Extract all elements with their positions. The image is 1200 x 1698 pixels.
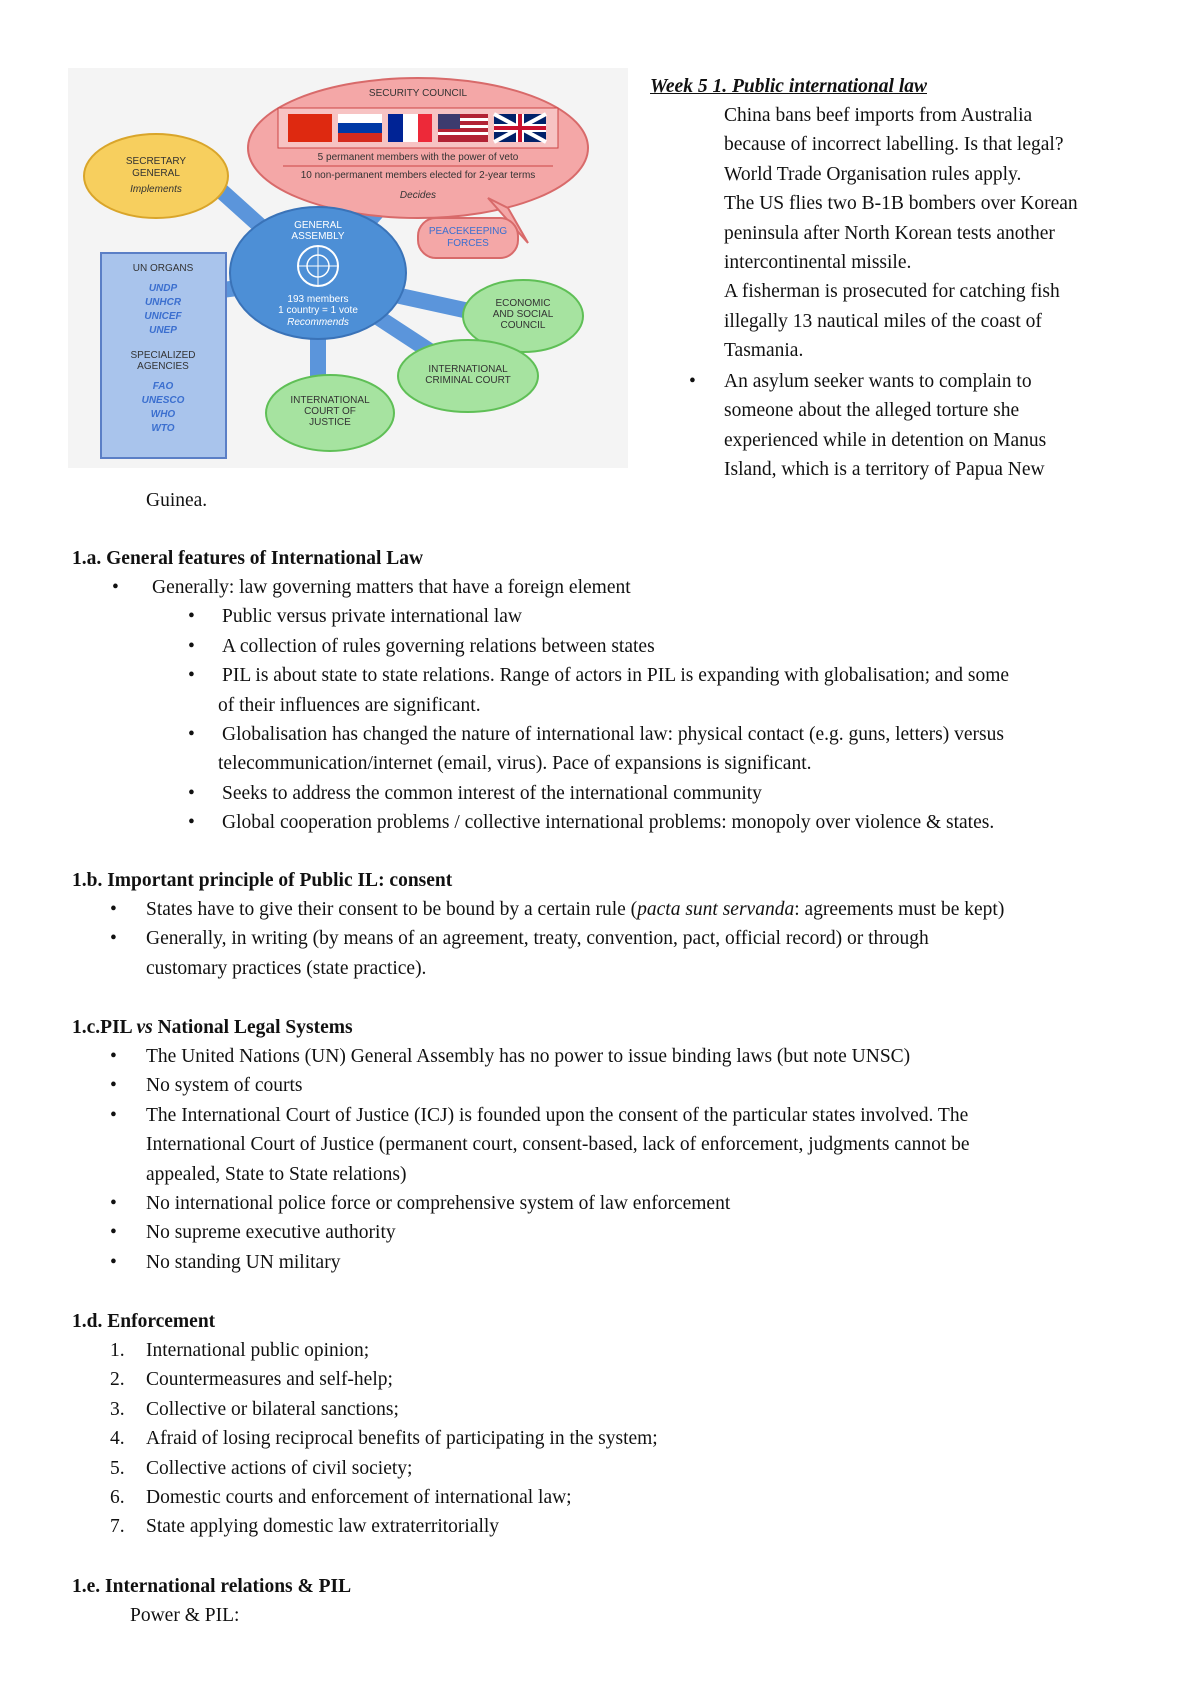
svg-text:Implements: Implements — [130, 184, 182, 195]
list-item: 5. Collective actions of civil society; — [110, 1457, 413, 1479]
section-d-heading: 1.d. Enforcement — [72, 1311, 216, 1332]
svg-text:ECONOMIC: ECONOMIC — [495, 298, 551, 309]
secretary-general-bubble — [84, 134, 228, 218]
list-item-text: No supreme executive authority — [146, 1222, 396, 1244]
svg-text:PEACEKEEPING: PEACEKEEPING — [428, 226, 508, 237]
section-b-heading: 1.b. Important principle of Public IL: consent — [72, 870, 453, 891]
svg-text:UNEP: UNEP — [149, 325, 177, 336]
list-item — [72, 632, 1162, 661]
list-item-text: The United Nations (UN) General Assembly has no power to issue binding laws (but note UNSC) — [146, 1046, 911, 1067]
svg-text:Recommends: Recommends — [287, 317, 349, 328]
section-e-line: Power & PIL: — [130, 1605, 240, 1626]
svg-text:UNHCR: UNHCR — [144, 297, 182, 308]
list-item-continuation: of their influences are significant. — [218, 694, 481, 716]
peacekeeping-bubble — [418, 218, 518, 258]
svg-text:UNESCO: UNESCO — [141, 395, 185, 406]
sc-role: Decides — [399, 190, 437, 201]
week-title: Week 5 1. Public international law — [650, 76, 927, 97]
bullet-icon: • — [188, 606, 195, 628]
list-item-text: No standing UN military — [146, 1251, 341, 1273]
intro-line: illegally 13 nautical miles of the coast of — [724, 310, 1042, 332]
intro-line: peninsula after North Korean tests another — [724, 222, 1055, 244]
section-a-list — [72, 573, 1162, 838]
bullet-icon: • — [112, 577, 119, 598]
bullet-icon: • — [689, 371, 696, 392]
svg-text:FORCES: FORCES — [447, 238, 489, 249]
bullet-icon: • — [110, 1046, 117, 1067]
list-item — [72, 895, 1162, 924]
list-item — [72, 924, 1162, 953]
bullet-icon: • — [110, 1251, 117, 1273]
section-e-heading: 1.e. International relations & PIL — [72, 1576, 352, 1597]
sc-title: SECURITY COUNCIL — [368, 88, 468, 99]
flag-russia — [338, 133, 382, 142]
list-item: 2. Countermeasures and self-help; — [110, 1369, 393, 1391]
asylum-line-end: Guinea. — [146, 490, 208, 511]
svg-text:GENERAL: GENERAL — [132, 168, 180, 179]
bullet-icon: • — [188, 812, 195, 834]
list-item — [72, 779, 1162, 808]
section-d-list — [72, 1336, 1162, 1542]
svg-text:JUSTICE: JUSTICE — [309, 417, 351, 428]
list-item-text: Generally, in writing (by means of an agreement, treaty, convention, pact, official record) or through — [146, 928, 929, 950]
list-item-continuation: customary practices (state practice). — [146, 957, 427, 979]
asylum-paragraph — [724, 367, 1046, 485]
list-item: 6. Domestic courts and enforcement of international law; — [110, 1487, 572, 1509]
list-item-continuation: International Court of Justice (permanent court, consent-based, lack of enforcement, judgments cannot be — [146, 1134, 970, 1156]
sc-permanent: 5 permanent members with the power of veto — [317, 152, 519, 163]
list-item-text: Generally: law governing matters that have a foreign element — [152, 577, 631, 598]
section-c-heading: 1.c.PIL vs National Legal Systems — [72, 1017, 353, 1038]
list-item-text: Global cooperation problems / collective international problems: monopoly over violence & states. — [222, 812, 995, 834]
list-item-text: Seeks to address the common interest of the international community — [222, 782, 762, 804]
svg-text:CRIMINAL COURT: CRIMINAL COURT — [425, 375, 511, 386]
svg-text:193 members: 193 members — [287, 294, 349, 305]
section-c-list — [72, 1042, 1162, 1277]
list-item — [72, 1071, 1162, 1100]
intro-paragraph — [724, 101, 1184, 366]
list-item-text: No international police force or comprehensive system of law enforcement — [146, 1193, 731, 1215]
list-item — [72, 1101, 1162, 1130]
svg-text:UNICEF: UNICEF — [144, 311, 182, 322]
bullet-icon: • — [110, 1222, 117, 1244]
list-item — [72, 720, 1162, 749]
svg-text:1 country = 1 vote: 1 country = 1 vote — [278, 305, 358, 316]
bullet-icon: • — [110, 1193, 117, 1215]
intro-line: A fisherman is prosecuted for catching fish — [724, 281, 1060, 303]
list-item-continuation: telecommunication/internet (email, virus). Pace of expansions is significant. — [218, 753, 812, 775]
svg-text:WHO: WHO — [150, 409, 176, 420]
svg-text:ASSEMBLY: ASSEMBLY — [291, 231, 345, 242]
asylum-line: Island, which is a territory of Papua New — [724, 459, 1045, 481]
intro-line: China bans beef imports from Australia — [724, 105, 1033, 126]
intro-line: Tasmania. — [724, 340, 804, 362]
svg-text:UN ORGANS: UN ORGANS — [132, 263, 194, 274]
un-organs-panel — [101, 253, 226, 458]
general-assembly-bubble — [230, 207, 406, 339]
asylum-line: experienced while in detention on Manus — [724, 429, 1047, 451]
list-item — [72, 808, 1162, 837]
svg-text:AND SOCIAL: AND SOCIAL — [492, 309, 554, 320]
asylum-line: someone about the alleged torture she — [724, 400, 1020, 422]
svg-text:AGENCIES: AGENCIES — [137, 361, 189, 372]
list-item-text: States have to give their consent to be bound by a certain rule (pacta sunt servanda: agreements must be kept) — [146, 899, 1005, 920]
intro-line: World Trade Organisation rules apply. — [724, 163, 1022, 185]
svg-text:GENERAL: GENERAL — [294, 220, 342, 231]
list-item — [72, 602, 1162, 631]
list-item: 1. International public opinion; — [110, 1340, 370, 1361]
list-item — [72, 661, 1162, 690]
svg-text:COURT OF: COURT OF — [304, 406, 356, 417]
icc-bubble — [398, 340, 538, 412]
list-item: 4. Afraid of losing reciprocal benefits of participating in the system; — [110, 1428, 658, 1450]
svg-text:SPECIALIZED: SPECIALIZED — [130, 350, 196, 361]
list-item — [72, 1042, 1162, 1071]
list-item-text: Globalisation has changed the nature of international law: physical contact (e.g. guns, letters) versus — [222, 724, 1004, 746]
sc-non-permanent: 10 non-permanent members elected for 2-year terms — [300, 170, 536, 181]
section-a-heading: 1.a. General features of International Law — [72, 548, 424, 569]
flag-france — [418, 114, 432, 142]
list-item: 7. State applying domestic law extraterritorially — [110, 1516, 500, 1538]
flag-china — [288, 114, 332, 142]
asylum-line: An asylum seeker wants to complain to — [724, 371, 1032, 392]
svg-text:UNDP: UNDP — [148, 283, 178, 294]
bullet-icon: • — [110, 928, 117, 950]
list-item-text: A collection of rules governing relations between states — [222, 635, 655, 657]
intro-line: because of incorrect labelling. Is that legal? — [724, 134, 1064, 156]
bullet-icon: • — [110, 899, 117, 920]
list-item-text: PIL is about state to state relations. Range of actors in PIL is expanding with globalisation; and some — [222, 665, 1010, 687]
list-item-text: Public versus private international law — [222, 606, 523, 628]
svg-text:WTO: WTO — [151, 423, 175, 434]
svg-text:INTERNATIONAL: INTERNATIONAL — [290, 395, 370, 406]
list-item-text: The International Court of Justice (ICJ) is founded upon the consent of the particular states involved. The — [146, 1104, 969, 1126]
bullet-icon: • — [188, 724, 195, 746]
list-item — [72, 1218, 1162, 1247]
un-structure-diagram — [68, 68, 628, 468]
list-item-text: No system of courts — [146, 1075, 303, 1097]
bullet-icon: • — [110, 1075, 117, 1097]
bullet-icon: • — [188, 782, 195, 804]
bullet-icon: • — [188, 635, 195, 657]
svg-text:INTERNATIONAL: INTERNATIONAL — [428, 364, 508, 375]
section-b-list — [72, 895, 1162, 983]
bullet-icon: • — [188, 665, 195, 687]
svg-text:FAO: FAO — [152, 381, 174, 392]
list-item — [72, 1189, 1162, 1218]
list-item: 3. Collective or bilateral sanctions; — [110, 1398, 399, 1420]
intro-line: intercontinental missile. — [724, 252, 912, 274]
list-item — [72, 573, 1162, 602]
icj-bubble — [266, 375, 394, 451]
intro-line: The US flies two B-1B bombers over Korean — [724, 193, 1078, 215]
list-item-continuation: appealed, State to State relations) — [146, 1163, 407, 1185]
svg-text:SECRETARY: SECRETARY — [125, 156, 187, 167]
list-item — [72, 1248, 1162, 1277]
bullet-icon: • — [110, 1104, 117, 1126]
svg-text:COUNCIL: COUNCIL — [500, 320, 546, 331]
